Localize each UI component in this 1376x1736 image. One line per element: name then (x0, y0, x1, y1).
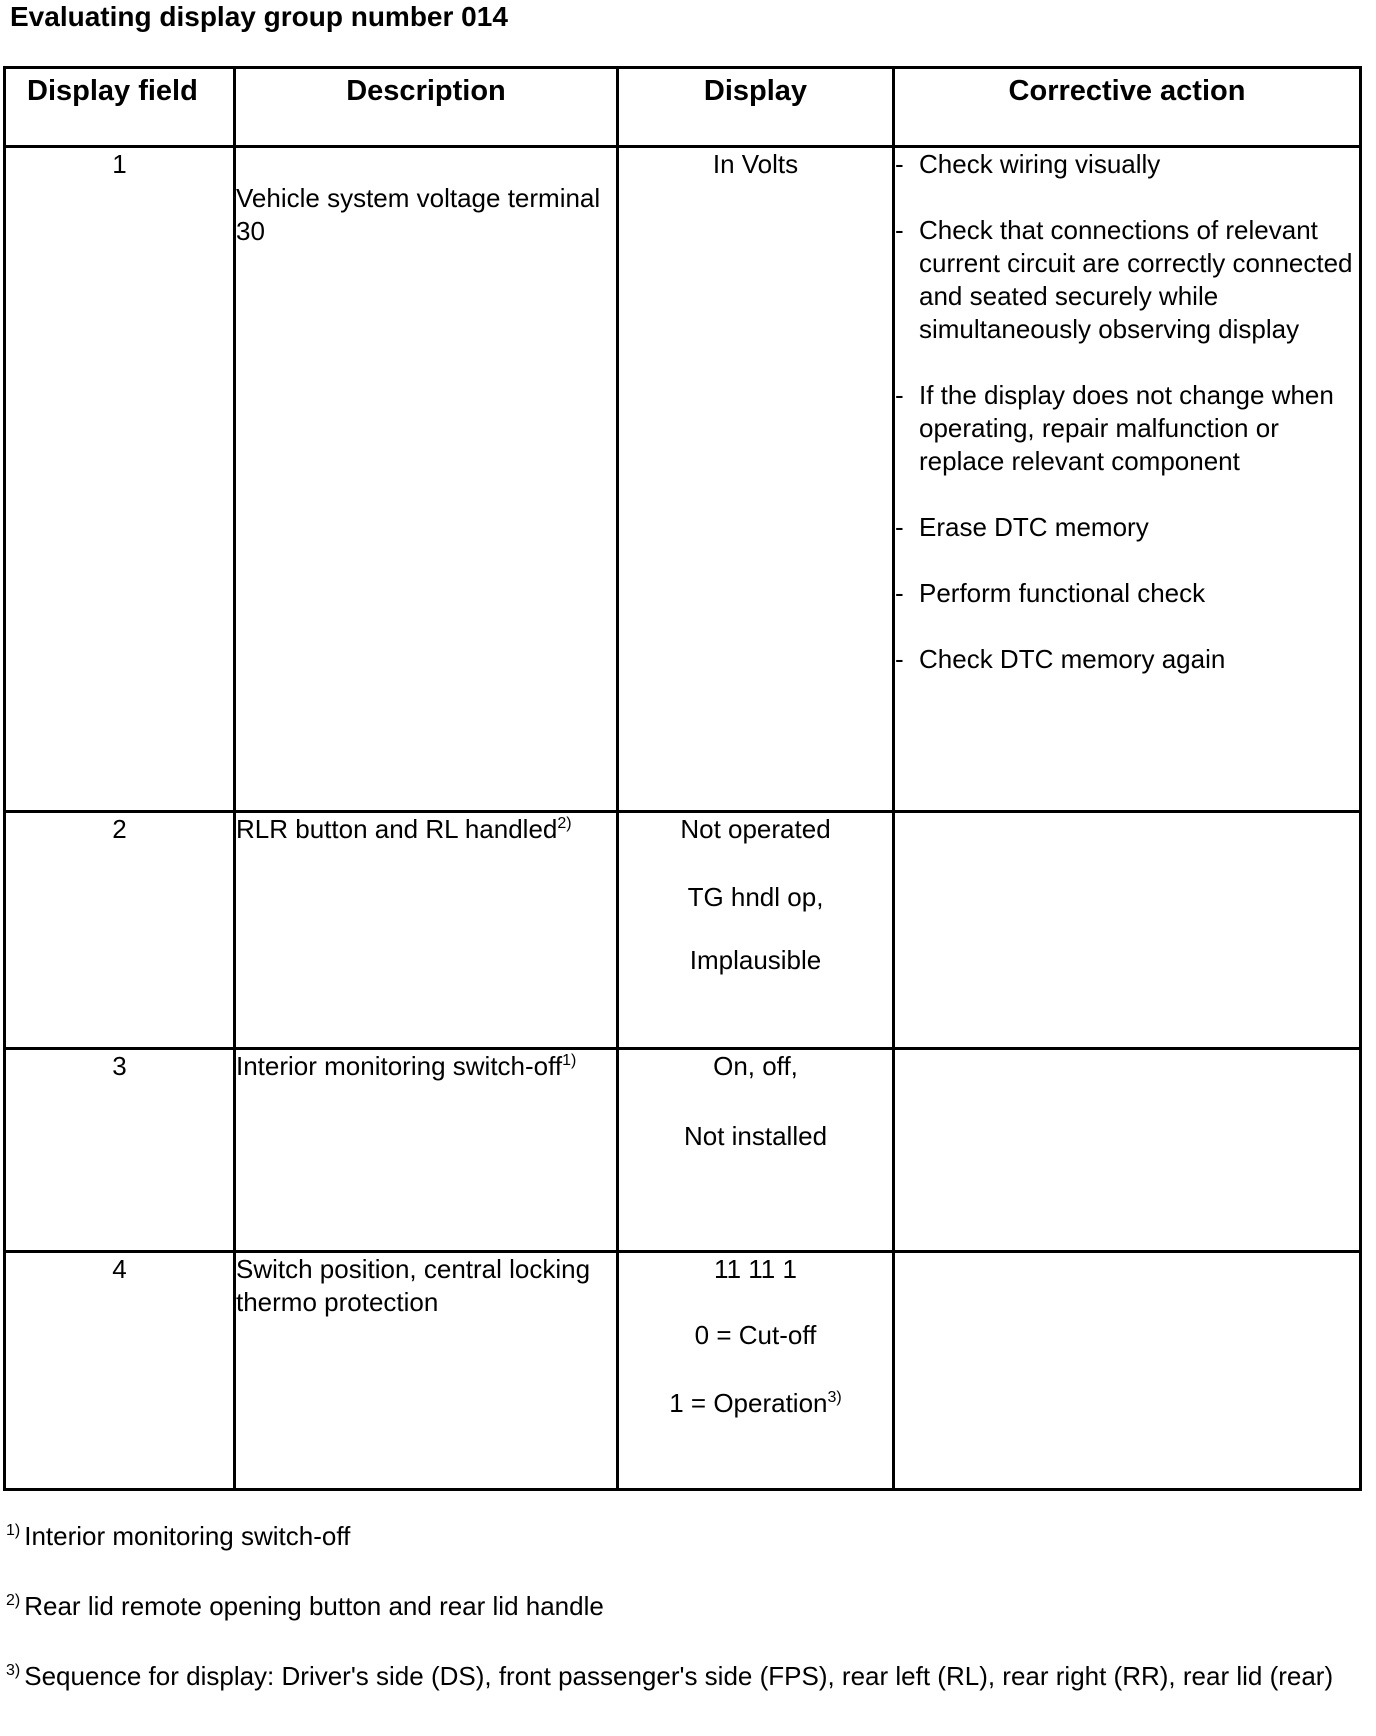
action-item: - Perform functional check (895, 577, 1359, 610)
footnote-mark: 3) (6, 1662, 21, 1679)
footnote-text: Rear lid remote opening button and rear lid handle (24, 1591, 604, 1621)
action-text: Check wiring visually (919, 149, 1161, 179)
action-text: Check DTC memory again (919, 644, 1226, 674)
footnote-text: Sequence for display: Driver's side (DS), front passenger's side (FPS), rear left (RL), rear right (RR), rear lid (rear) (24, 1661, 1334, 1691)
action-item: - If the display does not change when operating, repair malfunction or replace relevant component (895, 379, 1359, 478)
display-field-cell: 1 (5, 147, 235, 812)
table-row (5, 147, 1361, 812)
footnote-item (6, 1660, 1346, 1693)
footnotes (6, 1520, 1346, 1730)
header-display: Display (618, 68, 894, 147)
footnote-ref: 1) (562, 1052, 577, 1069)
display-cell (618, 1049, 894, 1252)
table-row (5, 1252, 1361, 1490)
display-value: Not installed (683, 1121, 828, 1151)
display-value: 11 11 1 (714, 1254, 797, 1284)
display-cell (618, 147, 894, 812)
display-cell (618, 1252, 894, 1490)
corrective-action-cell (894, 1252, 1361, 1490)
action-text: Perform functional check (919, 578, 1206, 608)
header-corrective-action: Corrective action (894, 68, 1361, 147)
display-value: TG hndl op, (687, 882, 824, 912)
footnote-item (6, 1590, 1346, 1623)
table-row (5, 812, 1361, 1049)
page-title: Evaluating display group number 014 (10, 1, 508, 32)
description-text: RLR button and RL handled (236, 814, 558, 844)
display-group-table (3, 66, 1362, 1491)
display-value: 0 = Cut-off (694, 1320, 817, 1350)
corrective-action-cell (894, 1049, 1361, 1252)
footnote-ref: 2) (557, 815, 572, 832)
display-cell (618, 812, 894, 1049)
description-text: Vehicle system voltage terminal 30 (236, 183, 601, 246)
action-item: - Check wiring visually (895, 148, 1359, 181)
description-cell (235, 147, 618, 812)
corrective-action-cell (894, 812, 1361, 1049)
display-value: Not operated (680, 814, 831, 844)
corrective-action-cell (894, 147, 1361, 812)
display-value-wrapper (619, 1387, 892, 1420)
description-text: Interior monitoring switch-off (236, 1051, 563, 1081)
display-field-cell: 4 (5, 1252, 235, 1490)
table-header-row (5, 68, 1361, 147)
header-display-field: Display field (5, 68, 235, 147)
table-row (5, 1049, 1361, 1252)
action-item: - Check DTC memory again (895, 643, 1359, 676)
footnote-item (6, 1520, 1346, 1553)
description-text: Switch position, central locking thermo protection (236, 1254, 591, 1317)
footnote-mark: 1) (6, 1522, 21, 1539)
action-item: - Erase DTC memory (895, 511, 1359, 544)
display-field-cell: 3 (5, 1049, 235, 1252)
action-item: - Check that connections of relevant current circuit are correctly connected and seated securely while simultaneously observing display (895, 214, 1359, 346)
footnote-text: Interior monitoring switch-off (24, 1521, 351, 1551)
display-value: 1 = Operation (669, 1388, 828, 1418)
display-value: In Volts (712, 149, 799, 179)
action-text: Erase DTC memory (919, 512, 1149, 542)
description-cell (235, 1252, 618, 1490)
description-cell (235, 812, 618, 1049)
header-description: Description (235, 68, 618, 147)
footnote-mark: 2) (6, 1592, 21, 1609)
action-text: If the display does not change when operating, repair malfunction or replace relevant component (919, 380, 1334, 476)
footnote-ref: 3) (827, 1389, 842, 1406)
action-text: Check that connections of relevant current circuit are correctly connected and seated securely while simultaneously observing display (919, 215, 1353, 344)
display-value: On, off, (713, 1051, 798, 1081)
display-value: Implausible (689, 945, 822, 975)
display-field-cell: 2 (5, 812, 235, 1049)
description-cell (235, 1049, 618, 1252)
